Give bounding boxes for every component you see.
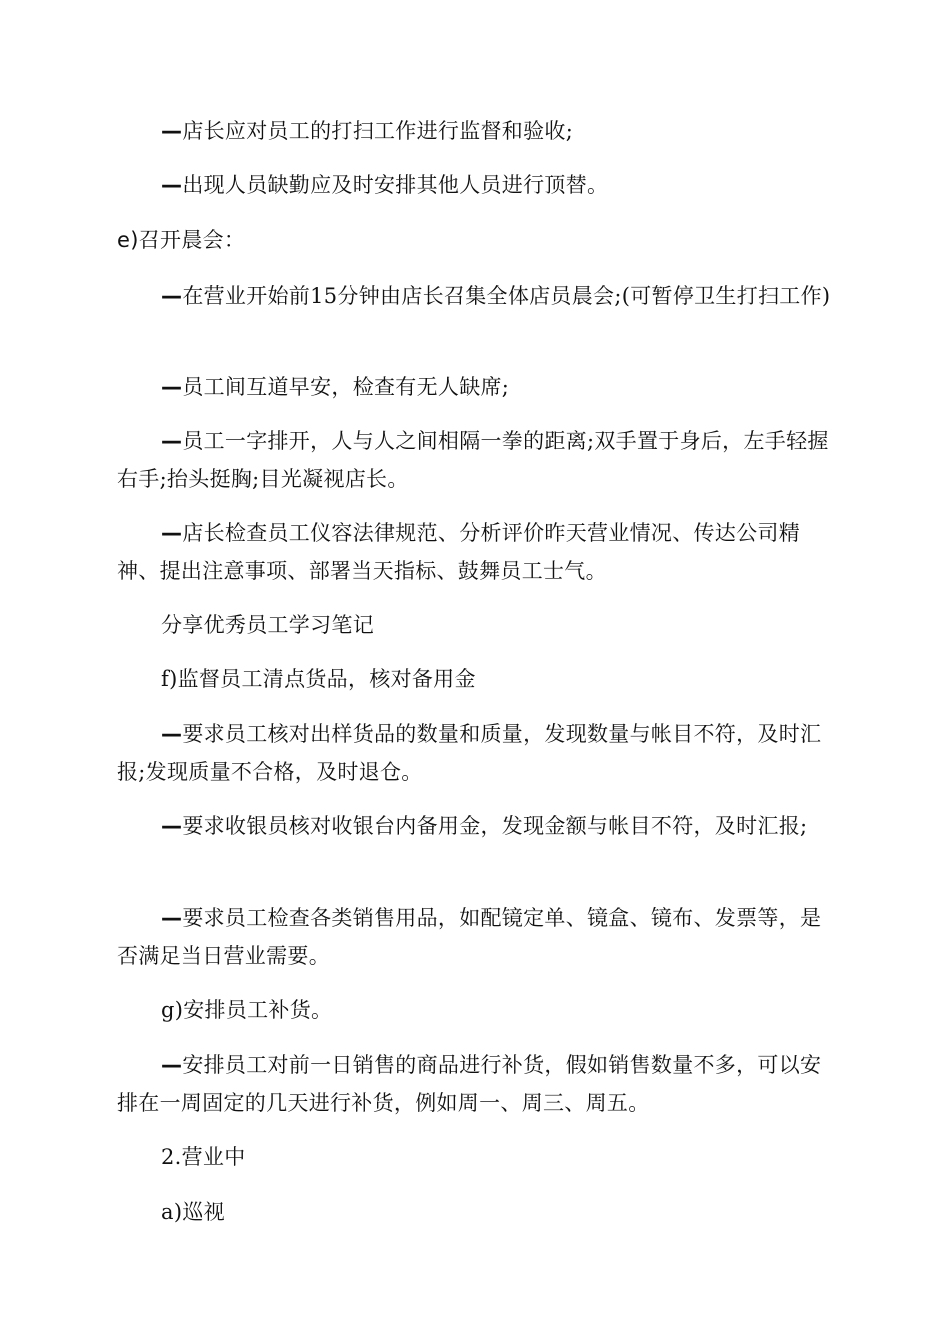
- section-heading-restock: [117, 991, 835, 1029]
- section-heading-text: f)监督员工清点货品，核对备用金: [161, 667, 476, 691]
- dash-bullet: —: [161, 375, 183, 399]
- paragraph-text: 分享优秀员工学习笔记: [161, 613, 374, 637]
- dash-bullet: —: [161, 1053, 183, 1077]
- paragraph-supplies-check: [117, 899, 835, 975]
- dash-bullet: —: [161, 814, 183, 838]
- paragraph-text: 安排员工对前一日销售的商品进行补货，假如销售数量不多，可以安排在一周固定的几天进行补货，例如周一、周三、周五。: [117, 1053, 822, 1115]
- section-heading-text: e)召开晨会：: [117, 228, 246, 252]
- dash-bullet: —: [161, 722, 183, 746]
- section-heading-during-business: [117, 1138, 835, 1176]
- section-heading-patrol: [117, 1193, 835, 1231]
- paragraph-text: 要求员工检查各类销售用品，如配镜定单、镜盒、镜布、发票等，是否满足当日营业需要。: [117, 906, 822, 968]
- paragraph-lineup: [117, 422, 835, 498]
- section-heading-morning-meeting: [117, 221, 835, 259]
- paragraph-manager-review: [117, 514, 835, 590]
- paragraph-text: 店长检查员工仪容法律规范、分析评价昨天营业情况、传达公司精神、提出注意事项、部署当天指标、鼓舞员工士气。: [117, 521, 801, 583]
- paragraph-text: 出现人员缺勤应及时安排其他人员进行顶替。: [182, 173, 609, 197]
- paragraph-restock-schedule: [117, 1046, 835, 1122]
- dash-bullet: —: [161, 429, 183, 453]
- section-heading-text: a)巡视: [161, 1200, 225, 1224]
- paragraph-goods-check: [117, 715, 835, 791]
- section-heading-stock-check: [117, 660, 835, 698]
- dash-bullet: —: [161, 906, 183, 930]
- paragraph-text: 员工一字排开，人与人之间相隔一拳的距离;双手置于身后，左手轻握右手;抬头挺胸;目光凝视店长。: [117, 429, 829, 491]
- section-heading-text: 2.营业中: [161, 1145, 246, 1169]
- paragraph-share-notes: [117, 606, 835, 644]
- paragraph-text: 员工间互道早安，检查有无人缺席;: [182, 375, 510, 399]
- paragraph-text: 要求收银员核对收银台内备用金，发现金额与帐目不符，及时汇报;: [182, 814, 808, 838]
- dash-bullet: —: [161, 173, 183, 197]
- paragraph-text: 要求员工核对出样货品的数量和质量，发现数量与帐目不符，及时汇报;发现质量不合格，及时退仓。: [117, 722, 822, 784]
- dash-bullet: —: [161, 521, 183, 545]
- paragraph-text: 在营业开始前15分钟由店长召集全体店员晨会;(可暂停卫生打扫工作): [182, 284, 831, 308]
- paragraph-text: 店长应对员工的打扫工作进行监督和验收;: [182, 119, 574, 143]
- section-heading-text: g)安排员工补货。: [161, 998, 333, 1022]
- paragraph-meeting-time: [117, 277, 835, 315]
- paragraph-cash-check: [117, 807, 835, 845]
- dash-bullet: —: [161, 284, 183, 308]
- dash-bullet: —: [161, 119, 183, 143]
- paragraph-absence: [117, 166, 835, 204]
- paragraph-inspection: [117, 112, 835, 150]
- paragraph-greeting: [117, 368, 835, 406]
